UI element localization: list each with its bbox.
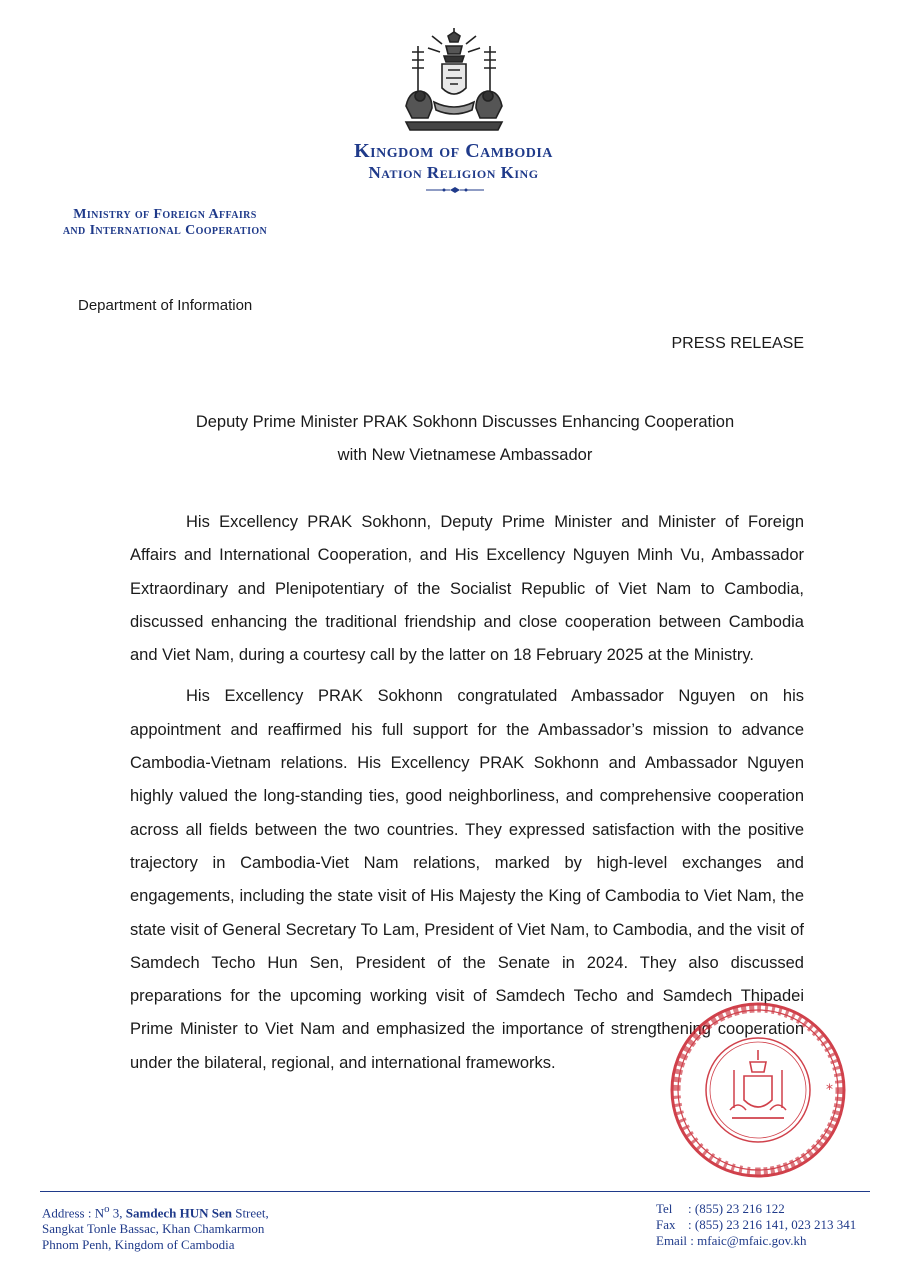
address-line-1: [42, 1201, 269, 1221]
tel-label: Tel: [656, 1201, 673, 1216]
fax-row: [656, 1217, 856, 1233]
royal-emblem-icon: [398, 26, 510, 134]
email-label: Email: [656, 1233, 688, 1248]
address-label: Address : N: [42, 1205, 105, 1221]
footer-divider: [40, 1191, 870, 1192]
headline: [120, 406, 810, 472]
ministry-line-2: and International Cooperation: [62, 223, 268, 238]
ministry-line-1: Ministry of Foreign Affairs: [73, 207, 257, 222]
address-number-sign: o: [104, 1203, 110, 1215]
address-street-suffix: Street,: [231, 1205, 269, 1221]
ministry-name: [40, 207, 290, 239]
official-seal-icon: [668, 1000, 848, 1180]
document-type: PRESS RELEASE: [671, 335, 804, 352]
email-row: [656, 1233, 856, 1249]
tel-value: : (855) 23 216 122: [688, 1201, 785, 1216]
headline-line-2: with New Vietnamese Ambassador: [337, 446, 593, 464]
address-line-2: Sangkat Tonle Bassac, Khan Chamkarmon: [42, 1221, 265, 1237]
department-label: Department of Information: [78, 297, 253, 314]
footer-contact: [656, 1201, 856, 1249]
paragraph-1: His Excellency PRAK Sokhonn, Deputy Prime Minister and Minister of Foreign Affairs and International Cooperation, and His Excellency Nguyen Minh Vu, Ambassador Extraordinary and Plenipotentiary of the Socialist Republic of Viet Nam to Cambodia, discussed enhancing the traditional friendship and close cooperation between Cambodia and Viet Nam, during a courtesy call by the latter on 18 February 2025 at the Ministry.: [130, 513, 804, 665]
address-street-name: Samdech HUN Sen: [125, 1205, 232, 1221]
address-line-3: Phnom Penh, Kingdom of Cambodia: [42, 1237, 235, 1253]
paragraph-2: His Excellency PRAK Sokhonn congratulated Ambassador Nguyen on his appointment and reaffirmed his full support for the Ambassador’s mission to advance Cambodia-Vietnam relations. His Excellency PRAK Sokhonn and Ambassador Nguyen highly valued the long-standing ties, good neighborliness, and comprehensive cooperation across all fields between the two countries. They expressed satisfaction with the positive trajectory in Cambodia-Viet Nam relations, marked by high-level exchanges and engagements, including the state visit of His Majesty the King of Cambodia to Viet Nam, the state visit of General Secretary To Lam, President of Viet Nam, to Cambodia, and the visit of Samdech Techo Hun Sen, President of the Senate in 2024. They also discussed preparations for the upcoming working visit of Samdech Techo and Samdech Thipadei Prime Minister to Viet Nam and emphasized the importance of strengthening cooperation under the bilateral, regional, and international frameworks.: [130, 687, 804, 1072]
email-value[interactable]: : mfaic@mfaic.gov.kh: [687, 1233, 807, 1248]
address-number: 3,: [109, 1205, 126, 1221]
kingdom-motto: Nation Religion King: [368, 163, 539, 182]
ornament-divider-icon: [424, 186, 486, 194]
footer-address: [42, 1201, 269, 1253]
svg-text:*: *: [826, 1082, 833, 1098]
fax-label: Fax: [656, 1217, 676, 1232]
tel-row: [656, 1201, 856, 1217]
headline-line-1: Deputy Prime Minister PRAK Sokhonn Discusses Enhancing Cooperation: [195, 413, 735, 431]
fax-value: : (855) 23 216 141, 023 213 341: [688, 1217, 857, 1232]
kingdom-title: Kingdom of Cambodia: [354, 140, 553, 162]
